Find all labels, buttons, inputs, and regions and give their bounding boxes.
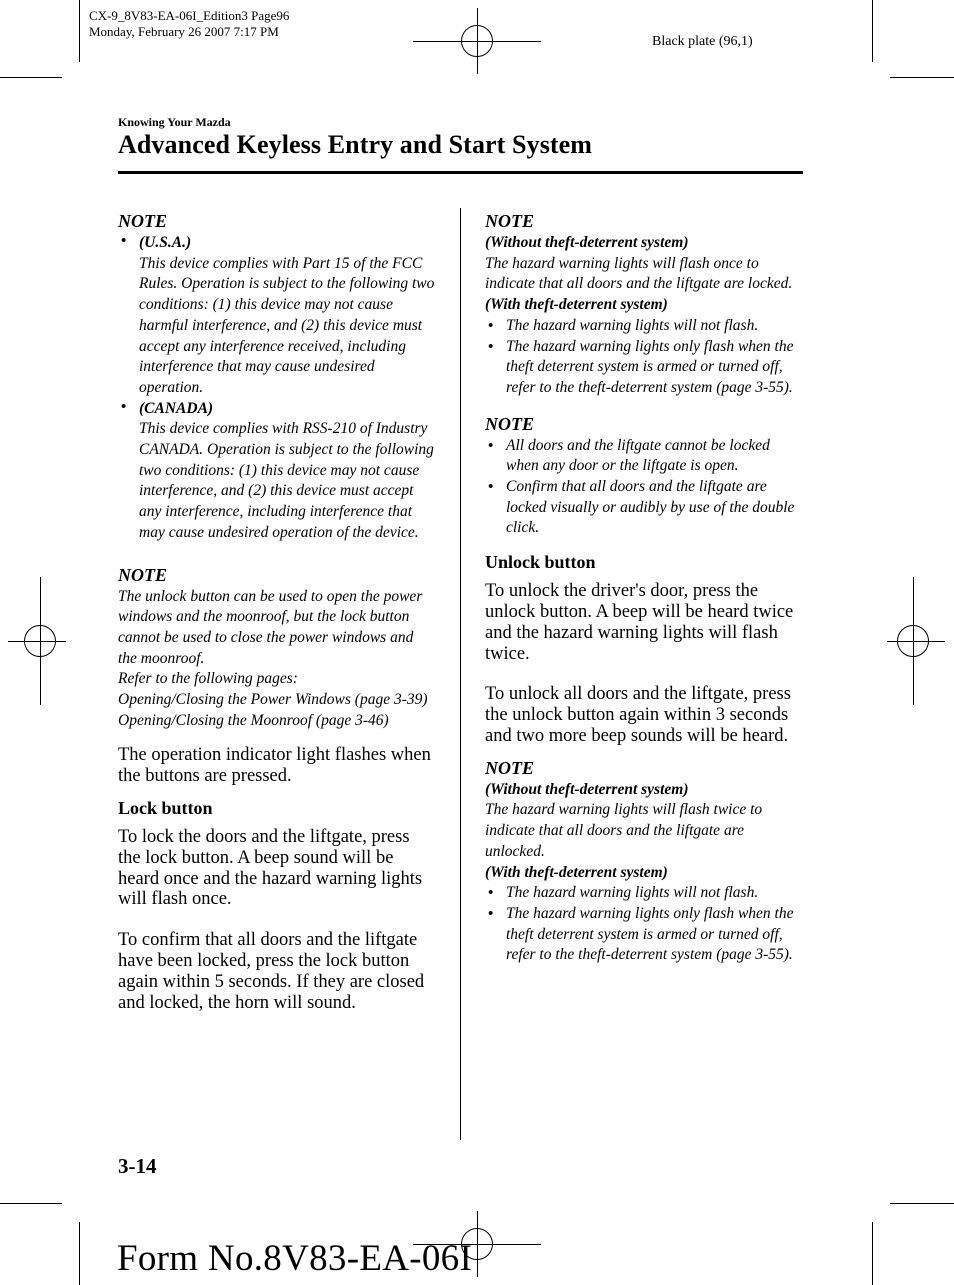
list-item: • The hazard warning lights only flash when the theft deterrent system is armed or turned off, refer to the theft-deterrent system (page 3-55).	[485, 337, 803, 399]
lock-paragraph-2: To confirm that all doors and the liftgate have been locked, press the lock button again within 5 seconds. If they are closed and locked, the horn will sound.	[118, 930, 425, 1013]
section-label: Knowing Your Mazda	[118, 115, 231, 129]
note-item-text: This device complies with RSS-210 of Industry CANADA. Operation is subject to the following two conditions: (1) this device may not cause interference, and (2) this device must accept any interference, including interference that may cause undesired operation of the device.	[139, 420, 434, 541]
print-date-line: Monday, February 26 2007 7:17 PM	[89, 24, 279, 39]
list-item	[118, 233, 436, 399]
note-heading: NOTE	[118, 211, 167, 231]
note-text: The hazard warning lights will flash twice to indicate that all doors and the liftgate are unlocked.	[485, 801, 763, 860]
plate-label: Black plate (96,1)	[652, 34, 753, 49]
list-item: • All doors and the liftgate cannot be locked when any door or the liftgate is open.	[485, 436, 803, 477]
list-item	[118, 399, 436, 544]
note-power-windows	[118, 564, 436, 732]
note-heading: NOTE	[118, 564, 167, 585]
unlock-paragraph-2: To unlock all doors and the liftgate, press the unlock button again within 3 seconds and two more beep sounds will be heard.	[485, 684, 791, 746]
list-item: • The hazard warning lights will not flash.	[485, 883, 803, 904]
note-fcc	[118, 210, 436, 544]
right-column	[485, 210, 803, 966]
unlock-button-heading: Unlock button	[485, 552, 596, 573]
note-heading: NOTE	[485, 211, 534, 231]
print-job-info	[89, 8, 289, 40]
column-divider	[460, 208, 461, 1140]
note-reference: Opening/Closing the Power Windows (page 3-39)	[118, 691, 428, 709]
page-title: Advanced Keyless Entry and Start System	[118, 130, 593, 159]
note-subheading: (With theft-deterrent system)	[485, 863, 668, 881]
lock-button-heading: Lock button	[118, 798, 213, 819]
print-job-line: CX-9_8V83-EA-06I_Edition3 Page96	[89, 8, 290, 23]
note-heading: NOTE	[485, 757, 534, 778]
form-number: Form No.8V83-EA-06I	[117, 1238, 473, 1279]
list-item: • Confirm that all doors and the liftgate are locked visually or audibly by use of the double click.	[485, 477, 803, 539]
unlock-paragraph-1: To unlock the driver's door, press the unlock button. A beep will be heard twice and the hazard warning lights will flash twice.	[485, 581, 794, 664]
note-unlock-hazard	[485, 757, 803, 966]
note-subheading: (Without theft-deterrent system)	[485, 780, 689, 798]
note-item-label: • (CANADA)	[139, 399, 214, 417]
note-text: The hazard warning lights will flash once to indicate that all doors and the liftgate are locked.	[485, 254, 793, 293]
note-refer: Refer to the following pages:	[118, 670, 298, 688]
list-item: • The hazard warning lights only flash when the theft deterrent system is armed or turned off, refer to the theft-deterrent system (page 3-55).	[485, 904, 803, 966]
lock-paragraph-1: To lock the doors and the liftgate, press the lock button. A beep sound will be heard once and the hazard warning lights will flash once.	[118, 827, 423, 910]
note-reference: Opening/Closing the Moonroof (page 3-46)	[118, 711, 389, 729]
indicator-paragraph: The operation indicator light flashes when the buttons are pressed.	[118, 745, 431, 787]
note-subheading: (Without theft-deterrent system)	[485, 234, 689, 251]
note-doors-open	[485, 413, 803, 540]
note-subheading: (With theft-deterrent system)	[485, 296, 668, 314]
note-lock-hazard	[485, 210, 803, 399]
note-heading: NOTE	[485, 413, 534, 434]
title-rule	[118, 171, 803, 174]
note-item-text: This device complies with Part 15 of the FCC Rules. Operation is subject to the following two conditions: (1) this device may not cause harmful interference, and (2) this device must accept any interference received, including interference that may cause undesired operation.	[139, 254, 435, 396]
left-column	[118, 210, 436, 1013]
page-number: 3-14	[118, 1154, 157, 1178]
note-text: The unlock button can be used to open the power windows and the moonroof, but the lock button cannot be used to close the power windows and the moonroof.	[118, 587, 423, 667]
note-item-label: • (U.S.A.)	[139, 234, 192, 251]
list-item: • The hazard warning lights will not flash.	[485, 316, 803, 337]
